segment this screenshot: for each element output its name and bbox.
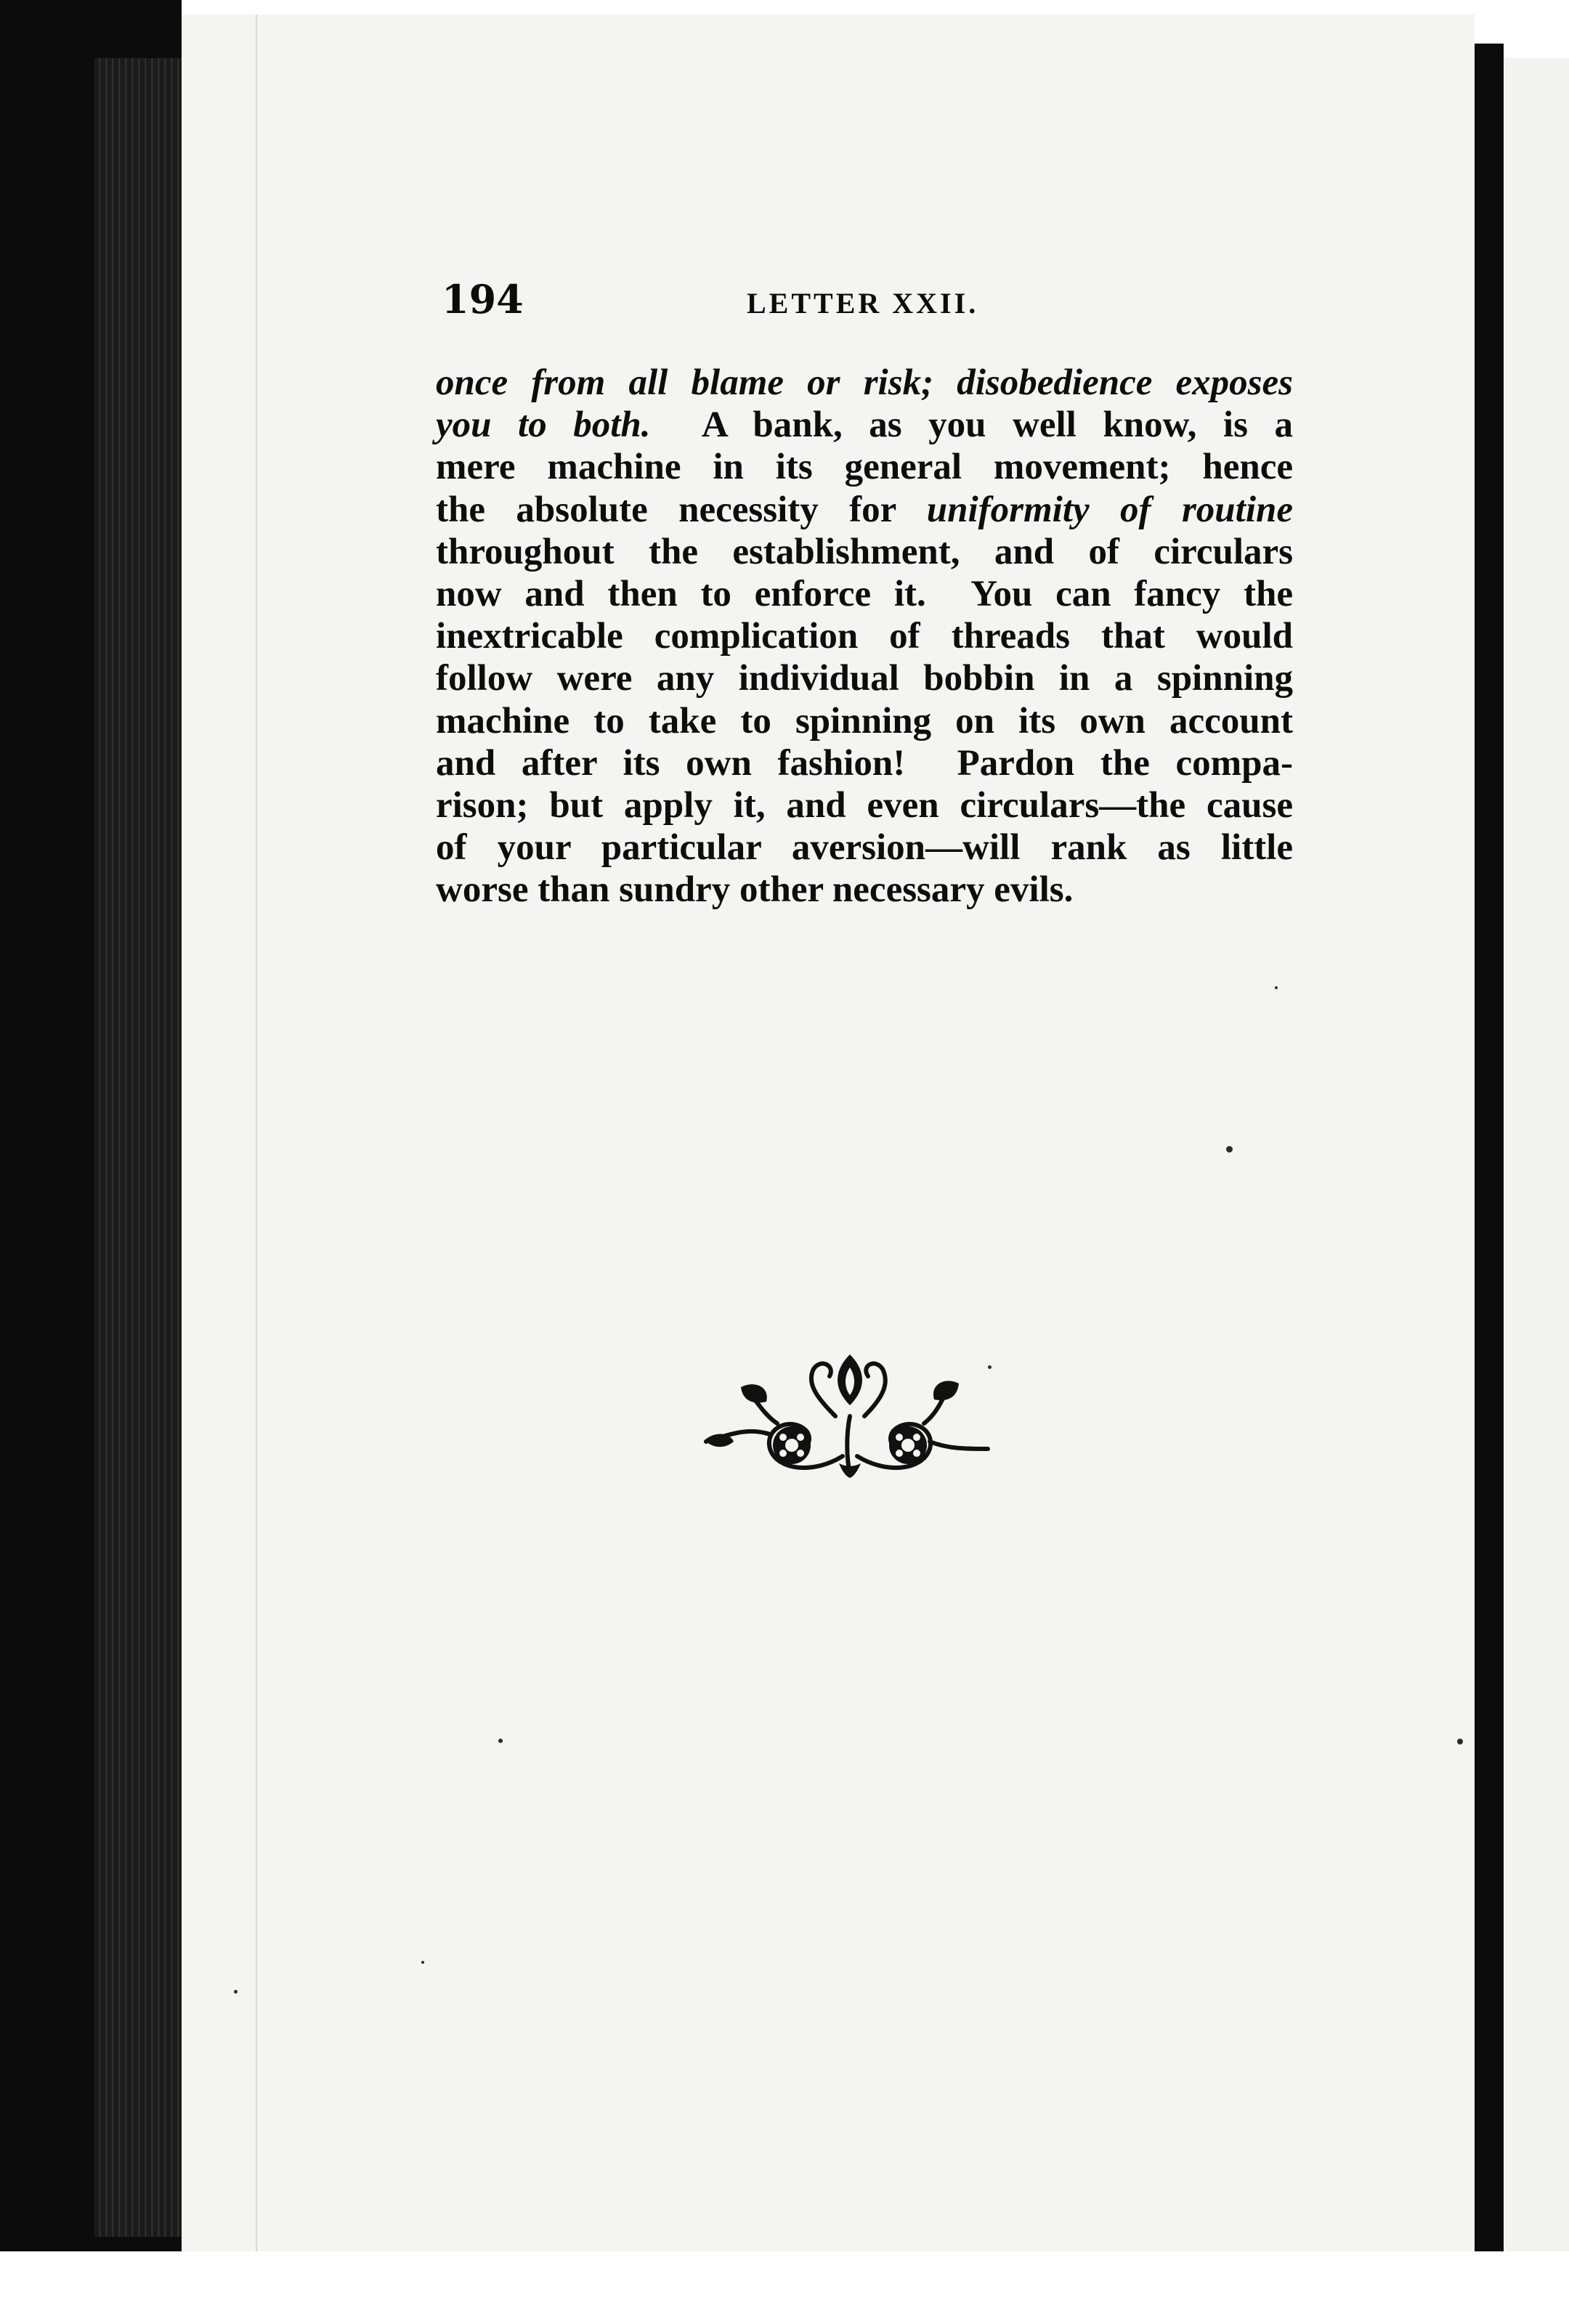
text-line bbox=[436, 446, 1293, 488]
text-segment: now and then to enforce it. You can fancy the bbox=[436, 573, 1293, 614]
text-segment: inextricable complication of threads that would bbox=[436, 616, 1293, 657]
text-segment: throughout the establishment, and of circulars bbox=[436, 531, 1293, 572]
text-line bbox=[436, 700, 1293, 742]
floral-tailpiece-icon bbox=[697, 1347, 1002, 1478]
page-gutter bbox=[256, 15, 257, 2251]
letter-body-text bbox=[436, 362, 1293, 911]
scan-bottom-margin bbox=[0, 2251, 1569, 2324]
text-segment: machine to take to spinning on its own account bbox=[436, 700, 1293, 742]
text-line bbox=[436, 404, 1293, 446]
facing-page-edge bbox=[1504, 58, 1569, 2266]
text-segment: mere machine in its general movement; hence bbox=[436, 447, 1293, 488]
scan-speck bbox=[421, 1961, 424, 1964]
scan-speck bbox=[234, 1990, 238, 1994]
text-segment: worse than sundry other necessary evils. bbox=[436, 869, 1074, 911]
text-line bbox=[436, 531, 1293, 573]
text-line bbox=[436, 784, 1293, 826]
text-line bbox=[436, 742, 1293, 784]
book-page bbox=[182, 15, 1475, 2251]
running-head bbox=[442, 276, 1292, 327]
italic-text: once from all blame or risk; disobedience exposes bbox=[436, 362, 1293, 403]
page-edges bbox=[94, 58, 182, 2237]
scan-speck bbox=[498, 1739, 503, 1743]
text-segment: and after its own fashion! Pardon the compa- bbox=[436, 742, 1293, 784]
text-line bbox=[436, 489, 1293, 531]
text-line bbox=[436, 362, 1293, 404]
text-line bbox=[436, 615, 1293, 657]
text-segment: A bank, as you well know, is a bbox=[650, 405, 1293, 446]
text-line bbox=[436, 826, 1293, 869]
page-number: 194 bbox=[442, 276, 524, 322]
scan-speck bbox=[1275, 986, 1278, 989]
text-segment: the absolute necessity for bbox=[436, 489, 927, 530]
text-line bbox=[436, 869, 1293, 911]
running-head-title: LETTER XXII. bbox=[747, 287, 979, 320]
text-line bbox=[436, 573, 1293, 615]
text-segment: of your particular aversion—will rank as little bbox=[436, 827, 1293, 869]
text-segment: rison; but apply it, and even circulars—the cause bbox=[436, 784, 1293, 826]
text-line bbox=[436, 657, 1293, 699]
scan-speck bbox=[1457, 1739, 1463, 1744]
text-segment: follow were any individual bobbin in a spinning bbox=[436, 658, 1293, 699]
facing-page-shadow bbox=[1475, 44, 1504, 2266]
italic-text: uniformity of routine bbox=[926, 489, 1293, 530]
scan-speck bbox=[1226, 1146, 1233, 1153]
italic-text: you to both. bbox=[436, 405, 651, 446]
